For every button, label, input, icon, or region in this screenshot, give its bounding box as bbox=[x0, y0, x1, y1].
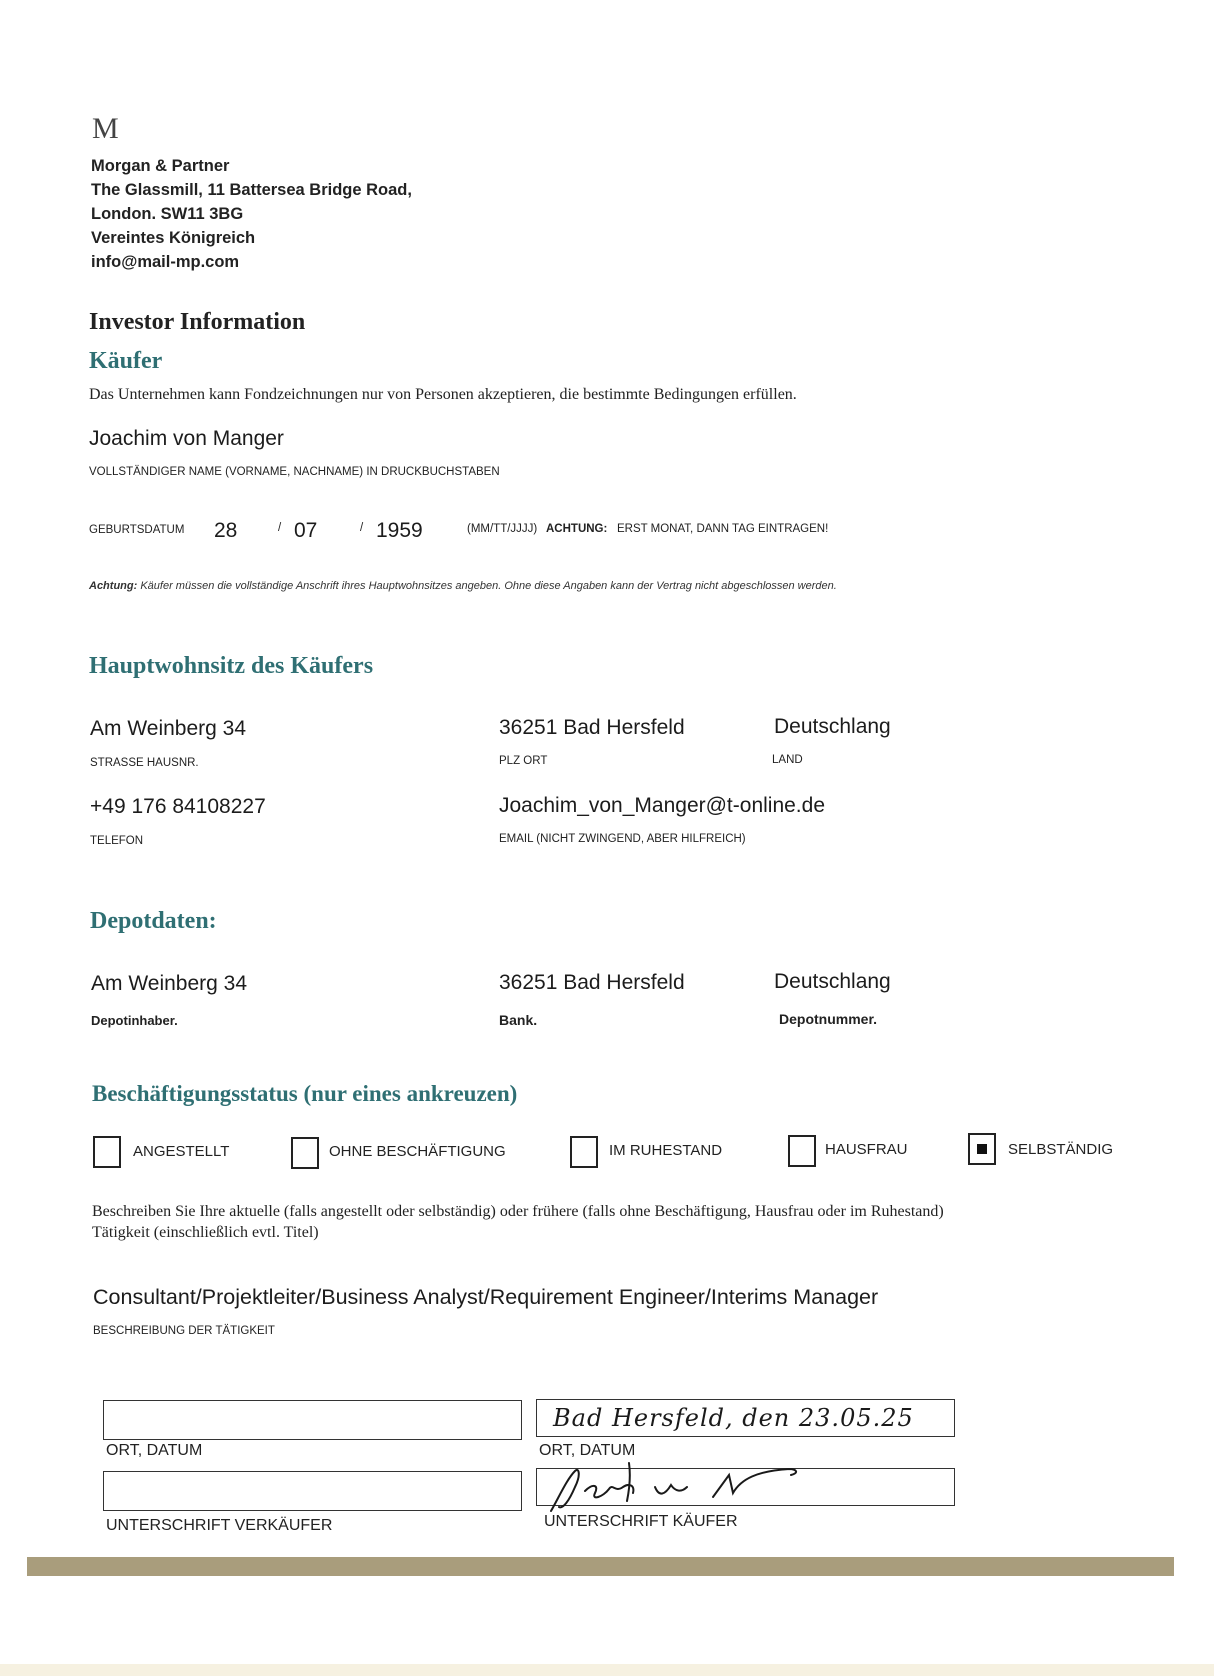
footer-faint-band bbox=[0, 1664, 1214, 1676]
birthdate-separator-1: / bbox=[278, 522, 282, 534]
birthdate-day: 28 bbox=[214, 519, 238, 542]
option-label-selbstaendig: SELBSTÄNDIG bbox=[1008, 1141, 1114, 1158]
address-note bbox=[89, 580, 837, 592]
activity-instructions-line-1: Beschreiben Sie Ihre aktuelle (falls angestellt oder selbständig) oder frühere (falls ohne Beschäftigung, Hausfrau oder im Ruhestand) bbox=[92, 1203, 944, 1220]
email-value: Joachim_von_Manger@t-online.de bbox=[499, 794, 826, 817]
country-value: Deutschlang bbox=[774, 715, 891, 738]
activity-instructions-line-2: Tätigkeit (einschließlich evtl. Titel) bbox=[92, 1224, 319, 1241]
birthdate-month: 07 bbox=[294, 519, 318, 542]
activity-value: Consultant/Projektleiter/Business Analyst/Requirement Engineer/Interims Manager bbox=[93, 1285, 879, 1309]
depot-bank-caption: Bank. bbox=[499, 1012, 538, 1028]
investor-title: Investor Information bbox=[89, 309, 306, 335]
residence-title: Hauptwohnsitz des Käufers bbox=[89, 653, 374, 679]
checkbox-ohne-beschaeftigung[interactable] bbox=[291, 1137, 319, 1169]
buyer-subtitle: Käufer bbox=[89, 348, 163, 374]
address-note-label: Achtung: bbox=[89, 580, 138, 592]
option-label-angestellt: ANGESTELLT bbox=[133, 1143, 230, 1160]
birthdate-format: (MM/TT/JJJJ) bbox=[467, 523, 538, 535]
birthdate-warning-text: ERST MONAT, DANN TAG EINTRAGEN! bbox=[617, 523, 829, 535]
city-caption: PLZ ORT bbox=[499, 755, 548, 767]
buyer-signature-box[interactable] bbox=[536, 1468, 955, 1506]
depot-bank-value: 36251 Bad Hersfeld bbox=[499, 971, 685, 994]
company-city: London. SW11 3BG bbox=[91, 205, 244, 223]
option-label-ohne-beschaeftigung: OHNE BESCHÄFTIGUNG bbox=[329, 1143, 506, 1160]
depot-number-caption: Depotnummer. bbox=[779, 1011, 878, 1027]
full-name-caption: VOLLSTÄNDIGER NAME (VORNAME, NACHNAME) IN DRUCKBUCHSTABEN bbox=[89, 466, 500, 478]
street-value: Am Weinberg 34 bbox=[90, 717, 247, 740]
full-name-value: Joachim von Manger bbox=[89, 427, 284, 450]
depot-holder-caption: Depotinhaber. bbox=[91, 1013, 178, 1028]
footer-band bbox=[27, 1557, 1174, 1576]
intro-text: Das Unternehmen kann Fondzeichnungen nur von Personen akzeptieren, die bestimmte Bedingungen erfüllen. bbox=[89, 386, 797, 403]
buyer-place-date-box[interactable] bbox=[536, 1399, 955, 1437]
option-label-im-ruhestand: IM RUHESTAND bbox=[609, 1142, 723, 1159]
company-logo bbox=[92, 112, 121, 146]
email-caption: EMAIL (NICHT ZWINGEND, ABER HILFREICH) bbox=[499, 833, 746, 845]
buyer-place-date-handwritten: Bad Hersfeld, den 23.05.25 bbox=[553, 1404, 914, 1432]
activity-caption: BESCHREIBUNG DER TÄTIGKEIT bbox=[93, 1325, 275, 1337]
option-label-hausfrau: HAUSFRAU bbox=[825, 1141, 908, 1158]
seller-place-date-box[interactable] bbox=[103, 1400, 522, 1440]
phone-value: +49 176 84108227 bbox=[90, 795, 266, 818]
buyer-signature-label: UNTERSCHRIFT KÄUFER bbox=[544, 1513, 738, 1530]
seller-place-date-label: ORT, DATUM bbox=[106, 1442, 203, 1459]
company-street: The Glassmill, 11 Battersea Bridge Road, bbox=[91, 181, 412, 199]
seller-signature-label: UNTERSCHRIFT VERKÄUFER bbox=[106, 1517, 333, 1534]
address-note-text: Käufer müssen die vollständige Anschrift ihres Hauptwohnsitzes angeben. Ohne diese Angaben kann der Vertrag nicht abgeschlossen werden. bbox=[140, 580, 837, 592]
company-name: Morgan & Partner bbox=[91, 157, 230, 175]
buyer-place-date-label: ORT, DATUM bbox=[539, 1442, 636, 1459]
logo-letter: M bbox=[92, 112, 121, 145]
depot-number-value: Deutschlang bbox=[774, 970, 891, 993]
activity-instructions bbox=[92, 1201, 944, 1243]
country-caption: LAND bbox=[772, 754, 803, 766]
depot-title: Depotdaten: bbox=[90, 908, 217, 934]
checkbox-angestellt[interactable] bbox=[93, 1136, 121, 1168]
company-address bbox=[91, 154, 412, 274]
birthdate-warning-label: ACHTUNG: bbox=[546, 523, 608, 535]
birthdate-year: 1959 bbox=[376, 519, 423, 542]
checkbox-im-ruhestand[interactable] bbox=[570, 1136, 598, 1168]
city-value: 36251 Bad Hersfeld bbox=[499, 716, 685, 739]
birthdate-label: GEBURTSDATUM bbox=[89, 524, 185, 536]
company-country: Vereintes Königreich bbox=[91, 229, 256, 247]
checkbox-hausfrau[interactable] bbox=[788, 1135, 816, 1167]
phone-caption: TELEFON bbox=[90, 835, 144, 847]
checkbox-selbstaendig[interactable] bbox=[968, 1133, 996, 1165]
birthdate-separator-2: / bbox=[360, 522, 364, 534]
street-caption: STRASSE HAUSNR. bbox=[90, 757, 199, 769]
seller-signature-box[interactable] bbox=[103, 1471, 522, 1511]
buyer-signature-scribble bbox=[537, 1457, 817, 1517]
company-email: info@mail-mp.com bbox=[91, 253, 240, 271]
depot-holder-value: Am Weinberg 34 bbox=[91, 972, 248, 995]
employment-title: Beschäftigungsstatus (nur eines ankreuzen) bbox=[92, 1081, 518, 1106]
